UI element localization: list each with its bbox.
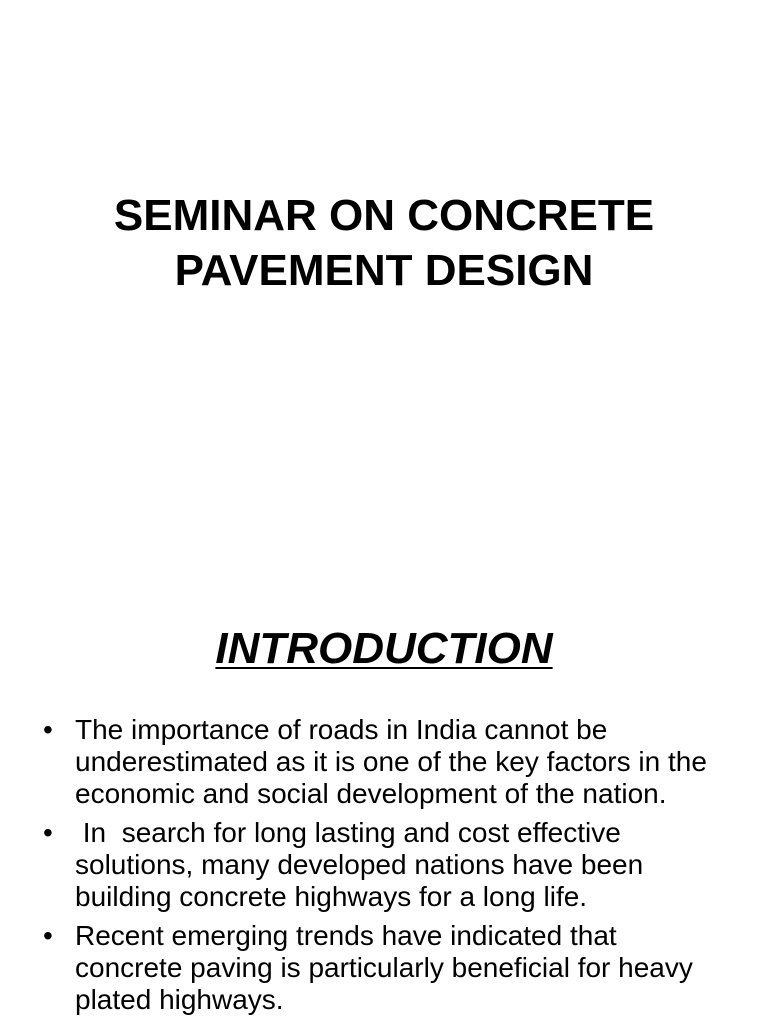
bullet-text: Recent emerging trends have indicated that concrete paving is particularly beneficial for heavy plated highways. <box>75 920 701 1015</box>
introduction-heading: INTRODUCTION <box>215 624 553 673</box>
title-line-1: SEMINAR ON CONCRETE <box>113 191 655 240</box>
bullet-text: The importance of roads in India cannot be underestimated as it is one of the key factors in the economic and social development of the nation. <box>75 714 715 809</box>
bullet-item-1 <box>0 714 768 810</box>
bullet-item-2 <box>0 817 768 913</box>
bullet-item-3 <box>0 920 768 1016</box>
bullet-text: In search for long lasting and cost effective solutions, many developed nations have been building concrete highways for a long life. <box>75 817 651 912</box>
introduction-bullet-list <box>0 714 768 1023</box>
bullet-marker: • <box>43 920 53 951</box>
bullet-marker: • <box>43 817 53 848</box>
page-title <box>0 188 768 298</box>
title-line-2: PAVEMENT DESIGN <box>174 246 594 295</box>
bullet-marker: • <box>43 714 53 745</box>
